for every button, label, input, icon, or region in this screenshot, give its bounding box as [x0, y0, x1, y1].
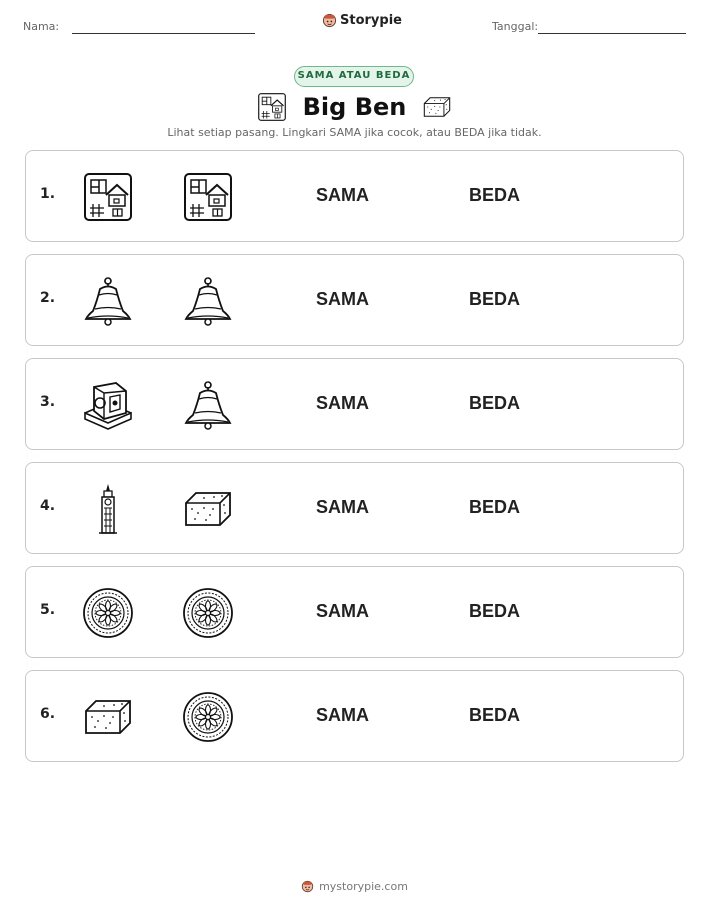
question-number: 1.	[40, 186, 56, 202]
question-number: 2.	[40, 290, 56, 306]
brand-logo	[322, 13, 402, 28]
clock-mechanism-icon	[82, 379, 134, 431]
option-same[interactable]: SAMA	[316, 185, 369, 205]
option-same[interactable]: SAMA	[316, 393, 369, 413]
date-line[interactable]	[538, 33, 686, 34]
page-title: Big Ben	[302, 93, 407, 121]
question-row-2	[25, 254, 684, 346]
bell-icon	[182, 275, 234, 327]
title-row	[0, 92, 709, 122]
bell-icon	[82, 275, 134, 327]
instructions: Lihat setiap pasang. Lingkari SAMA jika cocok, atau BEDA jika tidak.	[167, 126, 542, 139]
worksheet-type-badge: SAMA ATAU BEDA	[294, 66, 414, 87]
option-different[interactable]: BEDA	[469, 185, 521, 205]
rosette-medallion-icon	[182, 691, 234, 743]
question-row-6	[25, 670, 684, 762]
option-different[interactable]: BEDA	[469, 497, 521, 517]
question-number: 3.	[40, 394, 56, 410]
blueprint-icon	[257, 92, 287, 122]
footer-url[interactable]: mystorypie.com	[319, 880, 408, 893]
mascot-icon	[301, 880, 314, 893]
option-different[interactable]: BEDA	[469, 601, 521, 621]
footer	[0, 880, 709, 893]
name-label: Nama:	[23, 20, 60, 33]
date-label: Tanggal:	[492, 20, 539, 33]
option-same[interactable]: SAMA	[316, 705, 369, 725]
sponge-block-icon	[422, 92, 452, 122]
option-same[interactable]: SAMA	[316, 289, 369, 309]
bell-icon	[182, 379, 234, 431]
mascot-icon	[322, 13, 337, 28]
rosette-medallion-icon	[182, 587, 234, 639]
blueprint-icon	[82, 171, 134, 223]
question-number: 4.	[40, 498, 56, 514]
option-different[interactable]: BEDA	[469, 705, 521, 725]
question-row-5	[25, 566, 684, 658]
option-same[interactable]: SAMA	[316, 601, 369, 621]
brand-name: Storypie	[340, 13, 402, 28]
option-different[interactable]: BEDA	[469, 393, 521, 413]
question-row-3	[25, 358, 684, 450]
blueprint-icon	[182, 171, 234, 223]
sponge-block-icon	[182, 483, 234, 535]
question-row-1	[25, 150, 684, 242]
clock-tower-icon	[82, 483, 134, 535]
rosette-medallion-icon	[82, 587, 134, 639]
option-same[interactable]: SAMA	[316, 497, 369, 517]
sponge-block-icon	[82, 691, 134, 743]
question-number: 5.	[40, 602, 56, 618]
name-line[interactable]	[72, 33, 255, 34]
question-row-4	[25, 462, 684, 554]
question-number: 6.	[40, 706, 56, 722]
option-different[interactable]: BEDA	[469, 289, 521, 309]
